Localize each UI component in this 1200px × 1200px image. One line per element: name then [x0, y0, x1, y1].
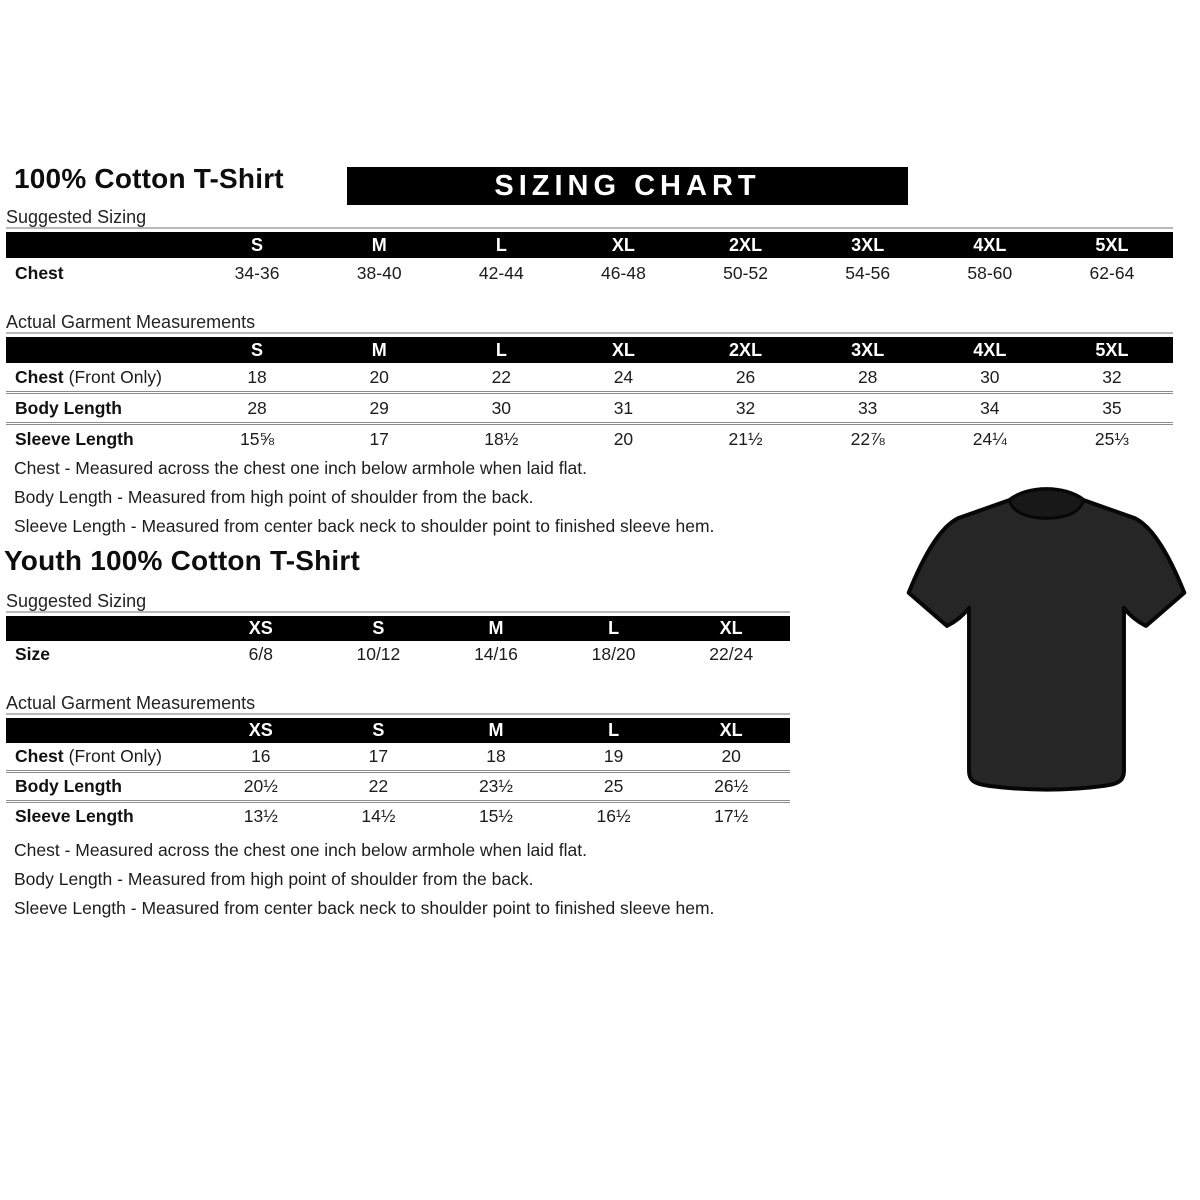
row-label-main: Body Length: [15, 776, 122, 796]
table-row: [6, 391, 1173, 422]
size-column-header: S: [372, 720, 385, 740]
table-row: [6, 641, 790, 668]
note-line-sleeve-length: Sleeve Length - Measured from center back neck to shoulder point to finished sleeve hem.: [14, 516, 715, 536]
black-tshirt-image: [893, 473, 1200, 815]
row-label: [6, 258, 196, 289]
note-line-chest: Chest - Measured across the chest one inch below armhole when laid flat.: [14, 458, 587, 478]
measurement-cell: 17½: [714, 806, 749, 826]
size-column-header: 3XL: [851, 234, 885, 255]
measurement-cell: 24¼: [972, 428, 1007, 449]
sizing-chart-banner: SIZING CHART: [347, 167, 908, 205]
measurement-cell: 21½: [728, 428, 763, 449]
measurement-cell: 34-36: [234, 263, 280, 283]
measurement-cell: 54-56: [845, 263, 891, 283]
adult-suggested-sizing-table: [6, 227, 1173, 289]
measurement-cell: 14½: [361, 806, 396, 826]
size-column-header: S: [251, 339, 264, 360]
measurement-cell: 18½: [484, 428, 519, 449]
measurement-cell: 15⅝: [240, 428, 275, 449]
size-column-header: XL: [719, 720, 743, 740]
row-label-main: Size: [15, 644, 51, 664]
measurement-cell: 20: [369, 366, 389, 387]
measurement-cell: 16½: [596, 806, 631, 826]
table-row: [6, 800, 790, 830]
header-label-spacer: [6, 616, 202, 641]
measurement-cell: 26: [735, 366, 756, 387]
size-column-header: 3XL: [851, 339, 885, 360]
row-label: [6, 773, 202, 800]
measurement-cell: 22: [368, 776, 389, 796]
youth-actual-measurements-table: [6, 713, 790, 830]
table-row: [6, 258, 1173, 289]
youth-actual-measurements-label: Actual Garment Measurements: [6, 693, 256, 713]
note-line-chest: Chest - Measured across the chest one inch below armhole when laid flat.: [14, 840, 587, 860]
table-row: [6, 743, 790, 770]
row-label-main: Body Length: [15, 397, 122, 418]
row-label: [6, 803, 202, 830]
header-label-spacer: [6, 337, 196, 363]
row-label-suffix: (Front Only): [68, 746, 162, 766]
row-label: [6, 425, 196, 453]
table-header-row: [6, 232, 1173, 258]
measurement-cell: 20½: [243, 776, 278, 796]
adult-actual-measurements-label: Actual Garment Measurements: [6, 312, 256, 332]
size-column-header: M: [371, 234, 387, 255]
youth-suggested-sizing-label: Suggested Sizing: [6, 591, 147, 611]
adult-measurement-notes: [14, 454, 714, 541]
size-column-header: XL: [611, 234, 635, 255]
measurement-cell: 18/20: [591, 644, 636, 664]
size-column-header: 5XL: [1095, 234, 1129, 255]
measurement-cell: 38-40: [356, 263, 402, 283]
note-line-sleeve-length: Sleeve Length - Measured from center back neck to shoulder point to finished sleeve hem.: [14, 898, 715, 918]
note-line-body-length: Body Length - Measured from high point of shoulder from the back.: [14, 869, 534, 889]
measurement-cell: 20: [721, 746, 741, 766]
measurement-cell: 22/24: [709, 644, 754, 664]
measurement-cell: 28: [857, 366, 878, 387]
measurement-cell: 58-60: [967, 263, 1013, 283]
size-column-header: 5XL: [1095, 339, 1129, 360]
size-column-header: M: [371, 339, 387, 360]
row-label-main: Chest: [15, 746, 64, 766]
row-label-main: Sleeve Length: [15, 806, 134, 826]
measurement-cell: 28: [247, 397, 267, 418]
measurement-cell: 19: [603, 746, 624, 766]
measurement-cell: 26½: [714, 776, 749, 796]
header-label-spacer: [6, 718, 202, 743]
size-column-header: M: [488, 618, 504, 638]
row-label: [6, 641, 202, 668]
measurement-cell: 10/12: [356, 644, 401, 664]
measurement-cell: 62-64: [1089, 263, 1135, 283]
row-label-main: Sleeve Length: [15, 428, 134, 449]
adult-suggested-sizing-label: Suggested Sizing: [6, 207, 147, 227]
size-column-header: M: [488, 720, 504, 740]
measurement-cell: 16: [251, 746, 271, 766]
size-column-header: 4XL: [973, 234, 1007, 255]
measurement-cell: 17: [368, 746, 389, 766]
measurement-cell: 30: [491, 397, 512, 418]
measurement-cell: 35: [1102, 397, 1122, 418]
size-column-header: L: [495, 234, 507, 255]
youth-measurement-notes: [14, 836, 714, 923]
measurement-cell: 25⅓: [1094, 428, 1129, 449]
measurement-cell: 13½: [243, 806, 278, 826]
adult-section-title: 100% Cotton T-Shirt: [14, 163, 284, 194]
table-row: [6, 363, 1173, 391]
measurement-cell: 32: [735, 397, 756, 418]
measurement-cell: 15½: [478, 806, 514, 826]
measurement-cell: 18: [486, 746, 506, 766]
measurement-cell: 50-52: [723, 263, 768, 283]
size-column-header: S: [372, 618, 385, 638]
youth-section-title: Youth 100% Cotton T-Shirt: [4, 545, 361, 576]
measurement-cell: 34: [980, 397, 1000, 418]
size-column-header: XS: [248, 618, 273, 638]
size-column-header: S: [251, 234, 264, 255]
youth-suggested-sizing-table: [6, 611, 790, 668]
measurement-cell: 6/8: [248, 644, 273, 664]
size-column-header: 2XL: [729, 234, 763, 255]
measurement-cell: 46-48: [601, 263, 646, 283]
measurement-cell: 18: [247, 366, 267, 387]
size-column-header: L: [608, 720, 620, 740]
table-header-row: [6, 718, 790, 743]
size-column-header: 2XL: [729, 339, 763, 360]
row-label-main: Chest: [15, 366, 64, 387]
row-label-suffix: (Front Only): [68, 366, 162, 387]
row-label: [6, 394, 196, 422]
measurement-cell: 20: [613, 428, 634, 449]
tshirt-collar-shape: [1009, 489, 1083, 518]
measurement-cell: 33: [857, 397, 878, 418]
table-header-row: [6, 616, 790, 641]
size-column-header: L: [608, 618, 620, 638]
measurement-cell: 29: [369, 397, 389, 418]
measurement-cell: 23½: [478, 776, 514, 796]
note-line-body-length: Body Length - Measured from high point of shoulder from the back.: [14, 487, 534, 507]
measurement-cell: 42-44: [478, 263, 524, 283]
measurement-cell: 24: [613, 366, 634, 387]
measurement-cell: 32: [1102, 366, 1122, 387]
table-row: [6, 770, 790, 800]
header-label-spacer: [6, 232, 196, 258]
size-column-header: XL: [719, 618, 743, 638]
measurement-cell: 17: [369, 428, 389, 449]
measurement-cell: 22: [491, 366, 512, 387]
adult-actual-measurements-table: [6, 332, 1173, 453]
size-column-header: XL: [611, 339, 635, 360]
measurement-cell: 14/16: [474, 644, 518, 664]
row-label: [6, 363, 196, 391]
size-column-header: XS: [248, 720, 273, 740]
table-header-row: [6, 337, 1173, 363]
measurement-cell: 31: [613, 397, 634, 418]
measurement-cell: 25: [603, 776, 624, 796]
row-label-main: Chest: [15, 263, 64, 283]
measurement-cell: 22⅞: [850, 428, 885, 449]
size-column-header: 4XL: [973, 339, 1007, 360]
row-label: [6, 743, 202, 770]
size-column-header: L: [495, 339, 507, 360]
measurement-cell: 30: [980, 366, 1000, 387]
table-row: [6, 422, 1173, 453]
tshirt-body-shape: [909, 489, 1185, 790]
